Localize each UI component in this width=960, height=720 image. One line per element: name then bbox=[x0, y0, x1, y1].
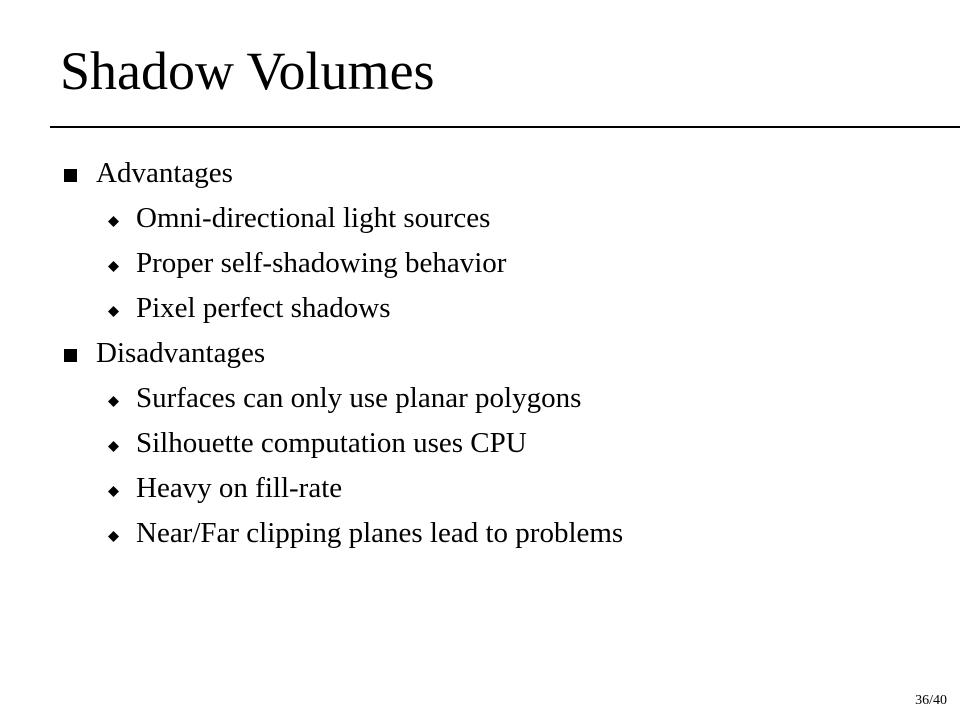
item-text: Omni-directional light sources bbox=[136, 202, 491, 234]
list-item bbox=[0, 376, 960, 421]
list-item bbox=[0, 196, 960, 241]
list-item bbox=[0, 241, 960, 286]
diamond-bullet-icon bbox=[108, 396, 119, 407]
section-label: Disadvantages bbox=[96, 337, 266, 369]
page-number: 36/40 bbox=[915, 693, 947, 708]
list-item bbox=[0, 511, 960, 556]
slide-title: Shadow Volumes bbox=[60, 41, 435, 101]
list-item bbox=[0, 466, 960, 511]
section-label: Advantages bbox=[96, 157, 233, 189]
diamond-bullet-icon bbox=[108, 261, 119, 272]
diamond-bullet-icon bbox=[108, 531, 119, 542]
list-item-advantages bbox=[0, 151, 960, 196]
diamond-bullet-icon bbox=[108, 441, 119, 452]
diamond-bullet-icon bbox=[108, 216, 119, 227]
item-text: Heavy on fill-rate bbox=[136, 472, 343, 504]
diamond-bullet-icon bbox=[108, 486, 119, 497]
list-item-disadvantages bbox=[0, 331, 960, 376]
item-text: Near/Far clipping planes lead to problems bbox=[136, 517, 624, 549]
item-text: Surfaces can only use planar polygons bbox=[136, 382, 582, 414]
diamond-bullet-icon bbox=[108, 306, 119, 317]
item-text: Proper self-shadowing behavior bbox=[136, 247, 507, 279]
bullet-list bbox=[0, 151, 960, 556]
title-divider bbox=[50, 126, 960, 128]
square-bullet-icon bbox=[64, 169, 77, 182]
square-bullet-icon bbox=[64, 349, 77, 362]
item-text: Pixel perfect shadows bbox=[136, 292, 391, 324]
item-text: Silhouette computation uses CPU bbox=[136, 427, 527, 459]
list-item bbox=[0, 421, 960, 466]
list-item bbox=[0, 286, 960, 331]
